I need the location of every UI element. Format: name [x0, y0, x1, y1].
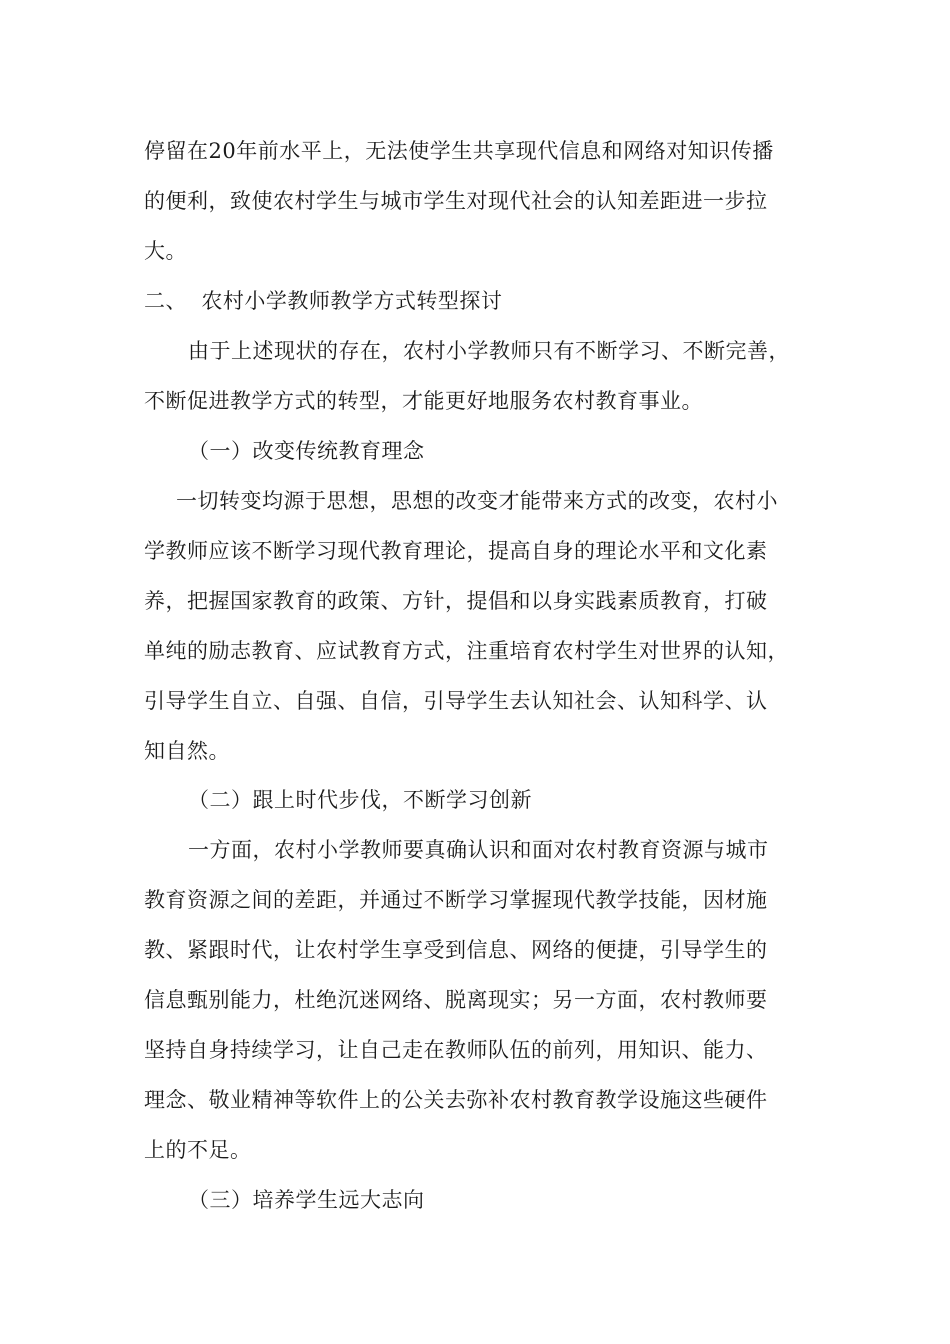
- paragraph-line: 养，把握国家教育的政策、方针，提倡和以身实践素质教育，打破: [144, 589, 768, 613]
- paragraph-line: 理念、敬业精神等软件上的公关去弥补农村教育教学设施这些硬件: [144, 1088, 768, 1112]
- paragraph-line: 信息甄别能力，杜绝沉迷网络、脱离现实；另一方面，农村教师要: [144, 988, 768, 1012]
- paragraph-line: 知自然。: [144, 739, 230, 763]
- paragraph-line: 不断促进教学方式的转型，才能更好地服务农村教育事业。: [144, 389, 703, 413]
- paragraph-line: 由于上述现状的存在，农村小学教师只有不断学习、不断完善，: [188, 339, 790, 363]
- paragraph-line: 上的不足。: [144, 1138, 252, 1162]
- paragraph-line: 单纯的励志教育、应试教育方式，注重培育农村学生对世界的认知，: [144, 639, 789, 663]
- paragraph-line: 一方面，农村小学教师要真确认识和面对农村教育资源与城市: [188, 838, 769, 862]
- section-heading: 二、 农村小学教师教学方式转型探讨: [144, 289, 503, 313]
- subsection-heading: （二）跟上时代步伐，不断学习创新: [188, 788, 532, 812]
- paragraph-line: 的便利，致使农村学生与城市学生对现代社会的认知差距进一步拉: [144, 189, 768, 213]
- subsection-heading: （三）培养学生远大志向: [188, 1188, 425, 1212]
- paragraph-line: 坚持自身持续学习，让自己走在教师队伍的前列，用知识、能力、: [144, 1038, 768, 1062]
- paragraph-line: 学教师应该不断学习现代教育理论，提高自身的理论水平和文化素: [144, 539, 768, 563]
- paragraph-line: 教、紧跟时代，让农村学生享受到信息、网络的便捷，引导学生的: [144, 938, 768, 962]
- paragraph-line: 大。: [144, 239, 187, 263]
- paragraph-line: 一切转变均源于思想，思想的改变才能带来方式的改变，农村小: [176, 489, 778, 513]
- subsection-heading: （一）改变传统教育理念: [188, 439, 425, 463]
- paragraph-line: 停留在20年前水平上，无法使学生共享现代信息和网络对知识传播: [144, 139, 774, 163]
- paragraph-line: 教育资源之间的差距，并通过不断学习掌握现代教学技能，因材施: [144, 888, 768, 912]
- paragraph-line: 引导学生自立、自强、自信，引导学生去认知社会、认知科学、认: [144, 689, 768, 713]
